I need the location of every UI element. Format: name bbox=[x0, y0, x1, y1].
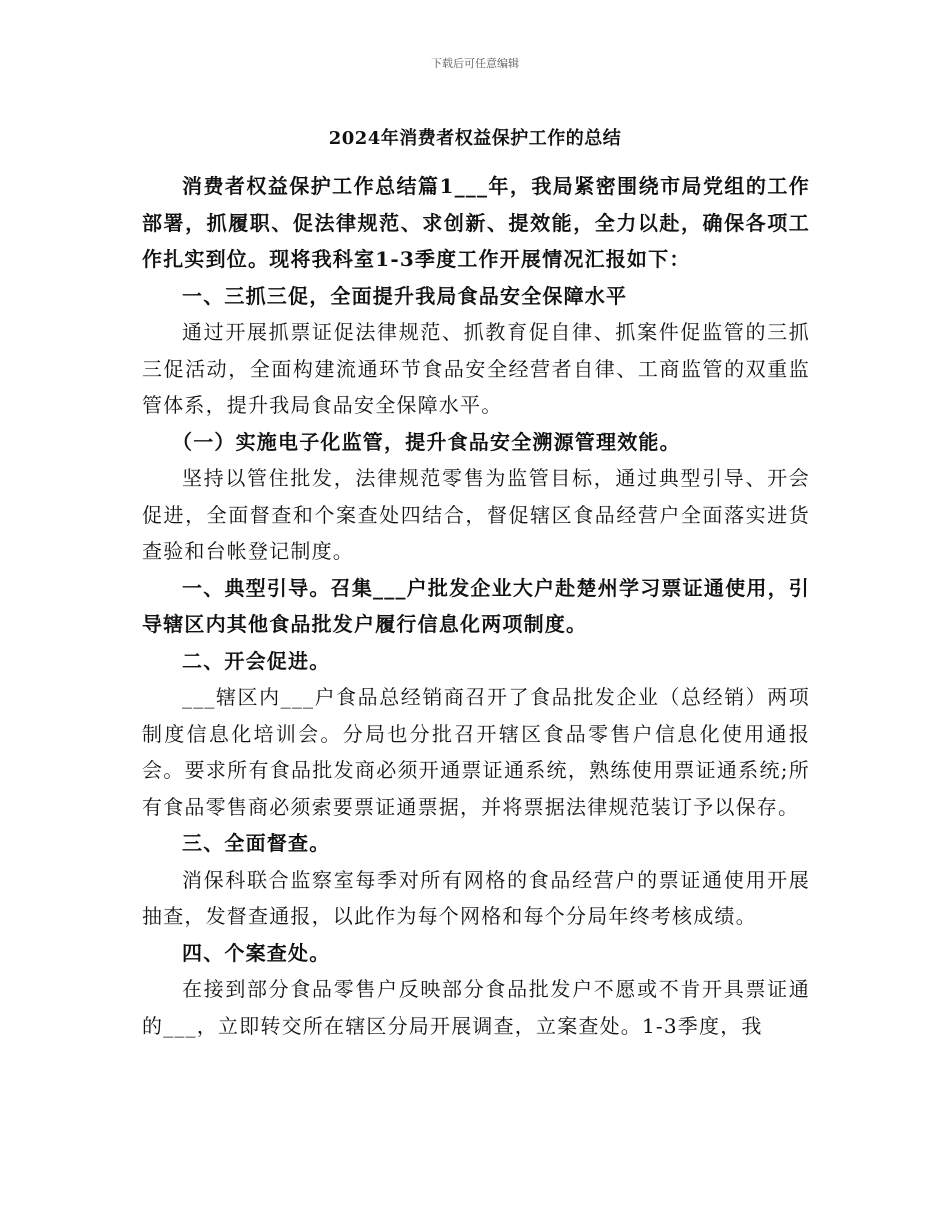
section-heading-1: 一、三抓三促，全面提升我局食品安全保障水平 bbox=[182, 283, 628, 308]
body-paragraph: ___辖区内___户食品总经销商召开了食品批发企业（总经销）两项制度信息化培训会。分局也分批召开辖区食品零售户信息化使用通报会。要求所有食品批发商必须开通票证通系统，熟练使用票证通系统;所有食品零售商必须索要票证通票据，并将票据法律规范装订予以保存。 bbox=[142, 685, 810, 819]
bold-paragraph-typical-guidance: 一、典型引导。召集___户批发企业大户赴楚州学习票证通使用，引导辖区内其他食品批发户履行信息化两项制度。 bbox=[142, 575, 810, 636]
body-paragraph: 消保科联合监察室每季对所有网格的食品经营户的票证通使用开展抽查，发督查通报，以此作为每个网格和每个分局年终考核成绩。 bbox=[142, 867, 810, 928]
section-heading-meetings: 二、开会促进。 bbox=[182, 648, 331, 673]
body-paragraph: 通过开展抓票证促法律规范、抓教育促自律、抓案件促监管的三抓三促活动，全面构建流通环节食品安全经营者自律、工商监管的双重监管体系，提升我局食品安全保障水平。 bbox=[142, 320, 810, 417]
header-note: 下载后可任意编辑 bbox=[431, 57, 519, 70]
intro-paragraph: 消费者权益保护工作总结篇1___年，我局紧密围绕市局党组的工作部署，抓履职、促法律规范、求创新、提效能，全力以赴，确保各项工作扎实到位。现将我科室1-3季度工作开展情况汇报如下： bbox=[142, 174, 810, 271]
document-body bbox=[142, 168, 810, 1044]
section-heading-inspection: 三、全面督查。 bbox=[182, 831, 331, 855]
body-paragraph: 在接到部分食品零售户反映部分食品批发户不愿或不肯开具票证通的___，立即转交所在辖区分局开展调查，立案查处。1-3季度，我 bbox=[142, 977, 810, 1038]
section-heading-case-handling: 四、个案查处。 bbox=[182, 940, 331, 965]
subsection-heading-1: （一）实施电子化监管，提升食品安全溯源管理效能。 bbox=[172, 429, 681, 454]
body-paragraph: 坚持以管住批发，法律规范零售为监管目标，通过典型引导、开会促进，全面督查和个案查处四结合，督促辖区食品经营户全面落实进货查验和台帐登记制度。 bbox=[142, 466, 810, 563]
document-title: 2024年消费者权益保护工作的总结 bbox=[328, 128, 622, 149]
